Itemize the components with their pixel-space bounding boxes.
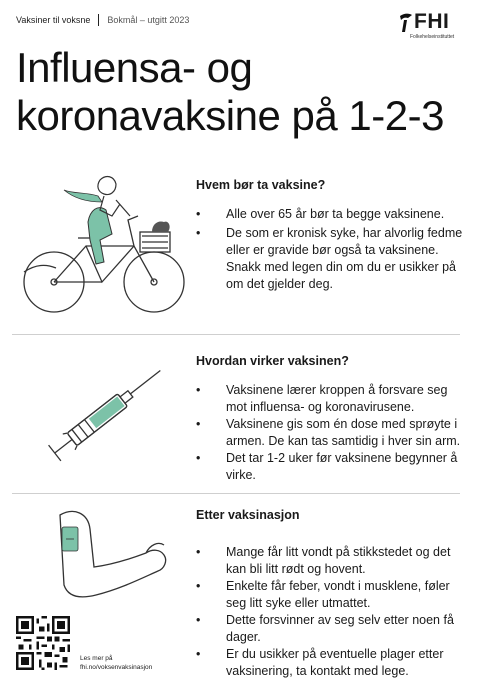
list-item: • Dette forsvinner av seg selv etter noen få dager. [196, 612, 466, 646]
section-after-list [196, 544, 466, 680]
read-more-label: Les mer på [80, 655, 113, 662]
divider-2 [12, 493, 460, 494]
section-who [196, 178, 466, 293]
section-after [196, 508, 466, 680]
title-line-1: Influensa- og [16, 44, 253, 91]
section-how-list [196, 382, 466, 484]
divider-1 [12, 334, 460, 335]
title-line-2: koronavaksine på 1-2-3 [16, 92, 444, 139]
list-item: • Det tar 1-2 uker før vaksinene begynner å virke. [196, 450, 466, 484]
read-more-url[interactable]: fhi.no/voksenvaksinasjon [80, 664, 153, 671]
section-after-heading: Etter vaksinasjon [196, 508, 300, 522]
section-how-heading: Hvordan virker vaksinen? [196, 354, 349, 368]
page-title [16, 44, 444, 140]
logo-subtitle: Folkehelseinstituttet [410, 34, 455, 40]
logo-text: FHI [414, 10, 450, 33]
qr-code[interactable] [16, 616, 70, 670]
syringe-illustration [30, 360, 180, 470]
fhi-logo [398, 10, 468, 44]
list-item: • Vaksinene lærer kroppen å forsvare seg mot influensa- og koronavirusene. [196, 382, 466, 416]
cyclist-illustration [16, 160, 191, 320]
read-more-note [80, 654, 152, 672]
fhi-logo-mark-icon [398, 12, 414, 34]
section-who-heading: Hvem bør ta vaksine? [196, 178, 326, 192]
list-item: • Alle over 65 år bør ta begge vaksinene. [196, 206, 466, 223]
list-item: • Enkelte får feber, vondt i musklene, føler seg litt syke eller utmattet. [196, 578, 466, 612]
arm-illustration [40, 505, 180, 615]
series-label: Vaksiner til voksne [16, 15, 91, 25]
section-who-list [196, 206, 466, 293]
section-how [196, 354, 466, 484]
list-item: • Vaksinene gis som én dose med sprøyte i armen. De kan tas samtidig i hver sin arm. [196, 416, 466, 450]
list-item: • Mange får litt vondt på stikkstedet og det kan bli litt rødt og hovent. [196, 544, 466, 578]
publication-label: Bokmål – utgitt 2023 [107, 15, 190, 25]
list-item: • Er du usikker på eventuelle plager etter vaksinering, ta kontakt med lege. [196, 646, 466, 680]
list-item: • De som er kronisk syke, har alvorlig fedme eller er gravide bør også ta vaksinene. Snakk med legen din om du er usikker på om det gjelder deg. [196, 225, 466, 293]
header-bar [16, 14, 189, 26]
header-divider [98, 14, 99, 26]
